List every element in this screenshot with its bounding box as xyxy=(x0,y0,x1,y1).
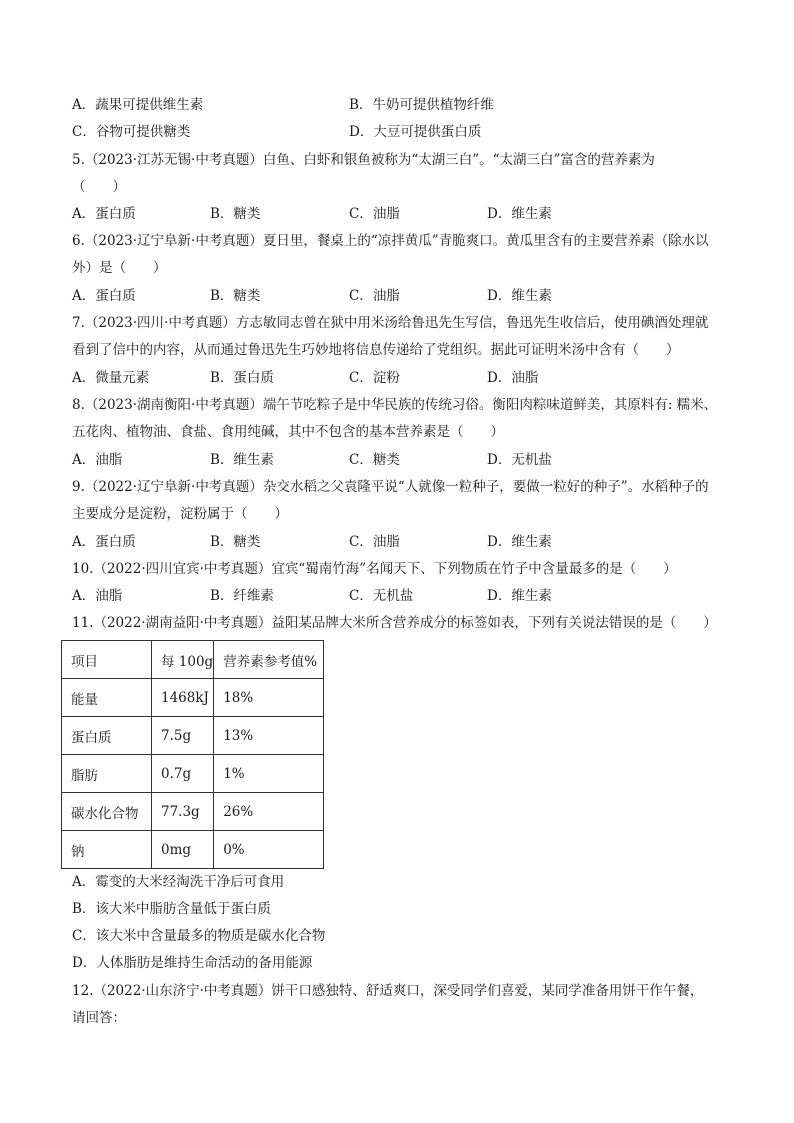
table-row xyxy=(62,755,324,793)
q11-option-d: D．人体脂肪是维持生命活动的备用能源 xyxy=(72,955,313,971)
table-cell: 0% xyxy=(214,831,324,869)
q11-option-b: B．该大米中脂肪含量低于蛋白质 xyxy=(72,901,271,917)
table-cell: 蛋白质 xyxy=(62,717,152,755)
table-row xyxy=(62,717,324,755)
q6-option-a: A．蛋白质 xyxy=(72,288,136,304)
q11-option-a: A．霉变的大米经淘洗干净后可食用 xyxy=(72,874,285,890)
q5-stem-line1: 5.（2023·江苏无锡·中考真题）白鱼、白虾和银鱼被称为“太湖三白”。“太湖三白”富含的营养素为 xyxy=(72,152,655,168)
table-cell: 18% xyxy=(214,679,324,717)
q8-option-a: A．油脂 xyxy=(72,452,123,468)
table-row xyxy=(62,831,324,869)
table-cell: 钠 xyxy=(62,831,152,869)
q11-stem-line1: 11.（2022·湖南益阳·中考真题）益阳某品牌大米所含营养成分的标签如表，下列有关说法错误的是（ ） xyxy=(72,615,717,631)
q4-option-b: B．牛奶可提供植物纤维 xyxy=(349,97,494,113)
q9-option-d: D．维生素 xyxy=(487,534,552,550)
table-header-cell: 营养素参考值% xyxy=(214,641,324,679)
table-cell: 脂肪 xyxy=(62,755,152,793)
q4-option-c: C．谷物可提供糖类 xyxy=(72,124,191,140)
q10-option-a: A．油脂 xyxy=(72,588,123,604)
q7-stem-line2: 看到了信中的内容，从而通过鲁迅先生巧妙地将信息传递给了党组织。据此可证明米汤中含有（ ） xyxy=(72,342,680,358)
table-cell: 77.3g xyxy=(152,793,214,831)
table-row xyxy=(62,793,324,831)
q6-stem-line2: 外）是（ ） xyxy=(72,260,167,276)
q9-option-c: C．油脂 xyxy=(349,534,400,550)
q9-option-b: B．糖类 xyxy=(210,534,261,550)
table-header-row xyxy=(62,641,324,679)
q11-option-c: C．该大米中含量最多的物质是碳水化合物 xyxy=(72,928,326,944)
q9-stem-line1: 9.（2022·辽宁阜新·中考真题）杂交水稻之父袁隆平说“人就像一粒种子，要做一粒好的种子”。水稻种子的 xyxy=(72,479,709,495)
q7-stem-line1: 7.（2023·四川·中考真题）方志敏同志曾在狱中用米汤给鲁迅先生写信，鲁迅先生收信后，使用碘酒处理就 xyxy=(72,315,709,331)
q9-option-a: A．蛋白质 xyxy=(72,534,136,550)
q8-option-d: D．无机盐 xyxy=(487,452,552,468)
q6-option-d: D．维生素 xyxy=(487,288,552,304)
q5-option-c: C．油脂 xyxy=(349,206,400,222)
q9-stem-line2: 主要成分是淀粉，淀粉属于（ ） xyxy=(72,506,288,522)
table-cell: 1468kJ xyxy=(152,679,214,717)
q7-option-b: B．蛋白质 xyxy=(210,370,274,386)
q5-option-b: B．糖类 xyxy=(210,206,261,222)
table-cell: 13% xyxy=(214,717,324,755)
table-header-cell: 每 100g xyxy=(152,641,214,679)
q5-stem-line2: （ ） xyxy=(72,179,126,195)
table-cell: 0.7g xyxy=(152,755,214,793)
table-cell: 能量 xyxy=(62,679,152,717)
table-cell: 0mg xyxy=(152,831,214,869)
q6-option-b: B．糖类 xyxy=(210,288,261,304)
q8-option-c: C．糖类 xyxy=(349,452,400,468)
q5-option-d: D．维生素 xyxy=(487,206,552,222)
q4-option-d: D．大豆可提供蛋白质 xyxy=(349,124,482,140)
q10-option-d: D．维生素 xyxy=(487,588,552,604)
q8-stem-line2: 五花肉、植物油、食盐、食用纯碱，其中不包含的基本营养素是（ ） xyxy=(72,424,504,440)
q12-stem-line1: 12.（2022·山东济宁·中考真题）饼干口感独特、舒适爽口，深受同学们喜爱，某同学准备用饼干作午餐， xyxy=(72,983,704,999)
q10-stem-line1: 10.（2022·四川宜宾·中考真题）宜宾“蜀南竹海”名闻天下、下列物质在竹子中含量最多的是（ ） xyxy=(72,561,677,577)
table-cell: 碳水化合物 xyxy=(62,793,152,831)
table-cell: 1% xyxy=(214,755,324,793)
q10-option-c: C．无机盐 xyxy=(349,588,414,604)
q8-option-b: B．维生素 xyxy=(210,452,274,468)
q12-stem-line2: 请回答： xyxy=(72,1010,126,1026)
table-cell: 7.5g xyxy=(152,717,214,755)
table-cell: 26% xyxy=(214,793,324,831)
q6-option-c: C．油脂 xyxy=(349,288,400,304)
q10-option-b: B．纤维素 xyxy=(210,588,274,604)
q7-option-c: C．淀粉 xyxy=(349,370,400,386)
q6-stem-line1: 6.（2023·辽宁阜新·中考真题）夏日里，餐桌上的“凉拌黄瓜”青脆爽口。黄瓜里含有的主要营养素（除水以 xyxy=(72,233,709,249)
q4-option-a: A．蔬果可提供维生素 xyxy=(72,97,204,113)
table-header-cell: 项目 xyxy=(62,641,152,679)
q8-stem-line1: 8.（2023·湖南衡阳·中考真题）端午节吃粽子是中华民族的传统习俗。衡阳肉粽味道鲜美，其原料有: 糯米、 xyxy=(72,397,718,413)
table-row xyxy=(62,679,324,717)
q5-option-a: A．蛋白质 xyxy=(72,206,136,222)
nutrition-table xyxy=(61,640,324,869)
q7-option-d: D．油脂 xyxy=(487,370,539,386)
q7-option-a: A．微量元素 xyxy=(72,370,150,386)
